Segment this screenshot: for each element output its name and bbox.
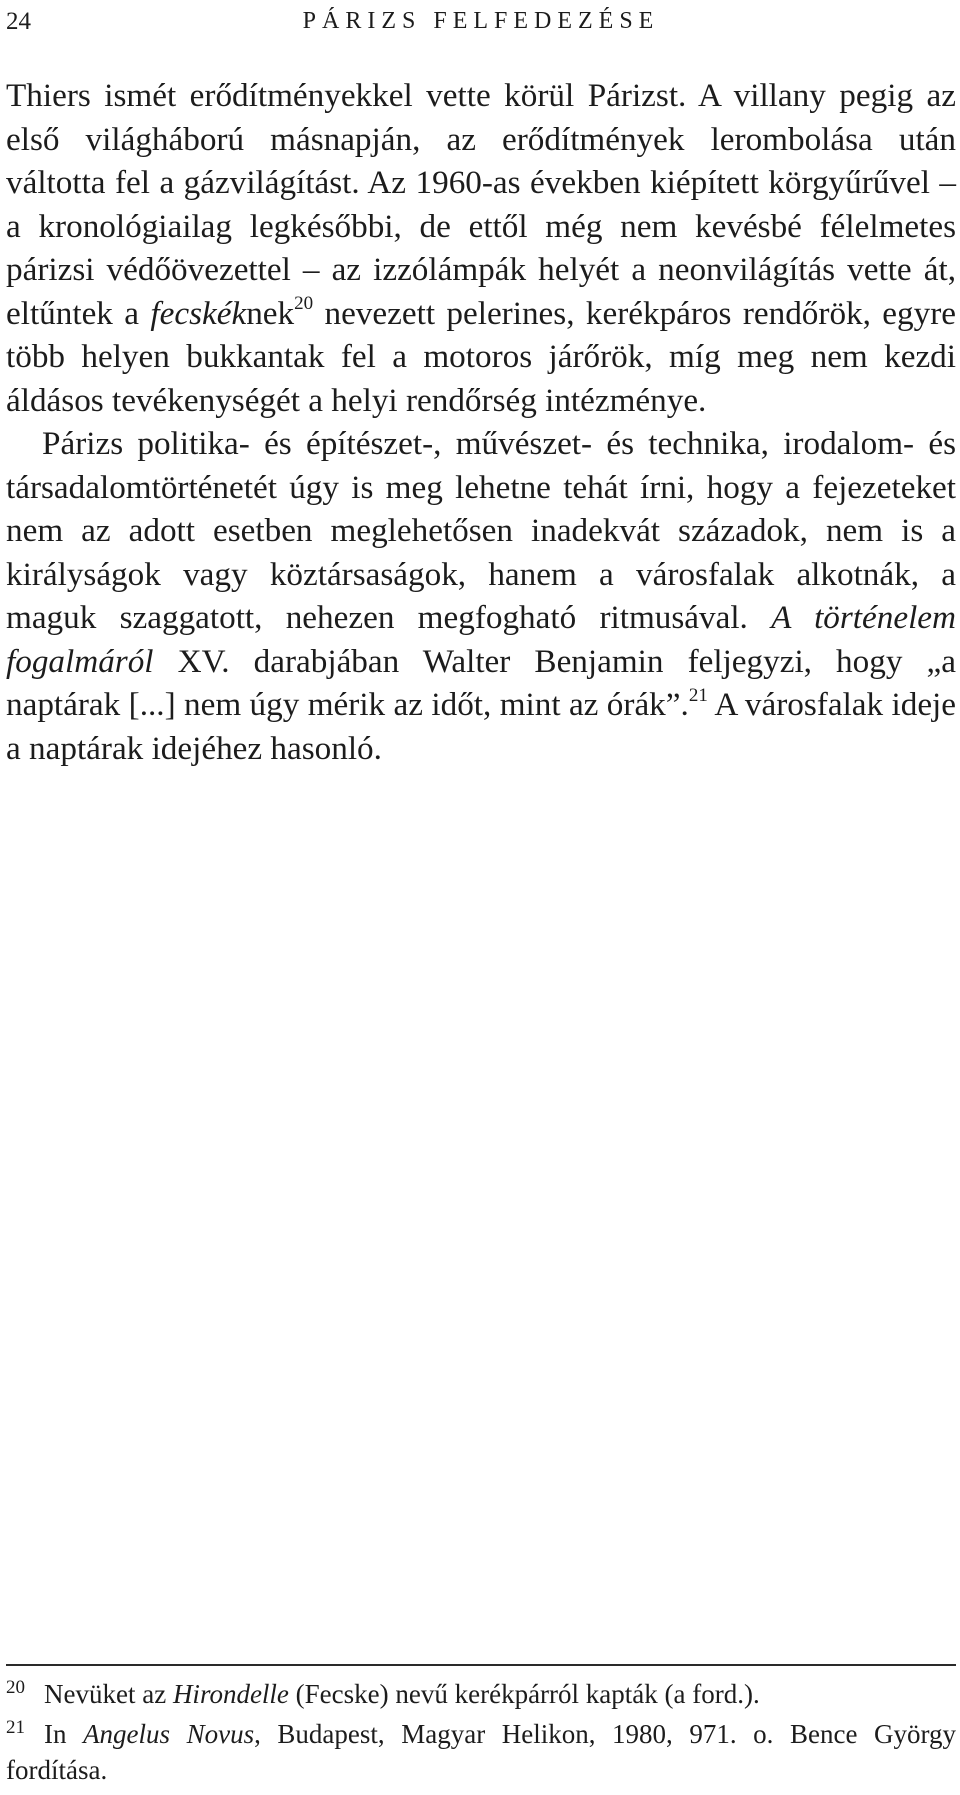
footnote-divider xyxy=(6,1664,956,1666)
page-number: 24 xyxy=(6,8,31,35)
text-run: Nevüket az xyxy=(44,1679,173,1709)
italic-run: Hirondelle xyxy=(172,1679,289,1709)
text-run: XV. darabjában Walter Benjamin feljegyzi, hogy „a naptárak [...] nem úgy mérik az időt, mint az órák”. xyxy=(6,642,956,723)
body-text xyxy=(6,74,956,770)
running-head xyxy=(6,4,956,40)
italic-run: fecskék xyxy=(150,294,247,332)
italic-run: Angelus Novus xyxy=(83,1719,255,1749)
text-run: Thiers ismét erődítményekkel vette körül Párizst. A villany pegig az első világháború másnapján, az erődítmények lerombolása után váltotta fel a gázvilágítást. Az 1960-as években kiépített körgyűrűvel – a kronológiailag legkésőbbi, de ettől még nem kevésbé félelmetes párizsi védőövezettel – az izzólámpák helyét a neonvilágítás vette át, eltűntek a xyxy=(6,77,956,332)
text-run: , Budapest, Magyar Helikon, 1980, 971. o. Bence György fordítása. xyxy=(6,1719,956,1785)
text-run: nek xyxy=(246,294,295,332)
running-title: PÁRIZS FELFEDEZÉSE xyxy=(302,8,660,34)
footnote-ref-21[interactable]: 21 xyxy=(688,684,708,706)
text-run: (Fecske) nevű kerékpárról kapták (a ford.). xyxy=(288,1679,760,1709)
text-run: nevezett pelerines, kerékpáros rendőrök, egyre több helyen bukkantak fel a motoros járőrök, míg meg nem kezdi áldásos tevékenységét a helyi rendőrség intézménye. xyxy=(6,294,956,419)
italic-run: A történelem fogalmáról xyxy=(6,599,956,680)
footnote-20: 20 Nevüket az Hirondelle (Fecske) nevű kerékpárról kapták (a ford.). xyxy=(6,1677,760,1709)
text-run: In xyxy=(44,1719,84,1749)
paragraph-1 xyxy=(6,74,956,422)
text-run: A városfalak ideje a naptárak idejéhez hasonló. xyxy=(6,686,957,767)
text-run: Párizs politika- és építészet-, művészet- és technika, irodalom- és társadalomtörténetét úgy is meg lehetne tehát írni, hogy a fejezeteket nem az adott esetben meglehetősen inadekvát századok, nem is a királyságok vagy köztársaságok, hanem a városfalak alkotnák, a maguk szaggatott, nehezen megfogható ritmusával. xyxy=(6,425,956,636)
footnote-21: 21 In Angelus Novus, Budapest, Magyar Helikon, 1980, 971. o. Bence György fordítása. xyxy=(6,1717,956,1785)
footnote-ref-20[interactable]: 20 xyxy=(294,293,314,315)
footnotes xyxy=(6,1676,956,1792)
paragraph-2 xyxy=(6,422,956,770)
